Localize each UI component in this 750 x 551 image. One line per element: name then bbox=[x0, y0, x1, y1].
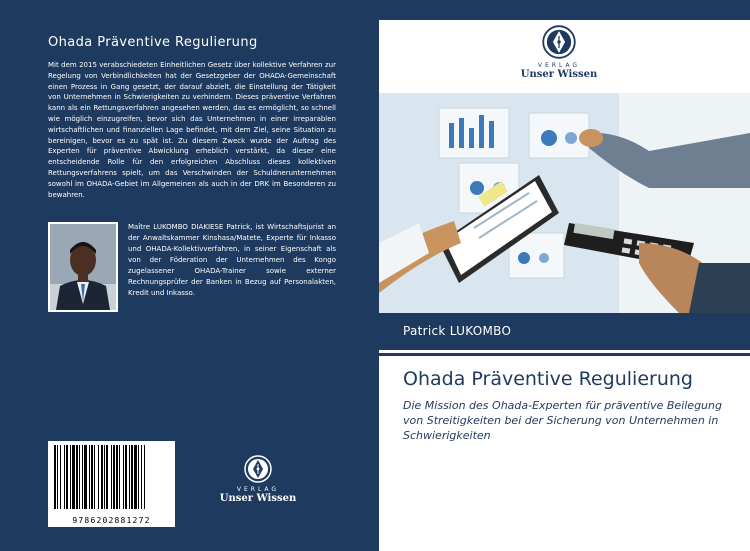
barcode-bar bbox=[60, 445, 61, 509]
barcode-bar bbox=[138, 445, 139, 509]
publisher-name: Unser Wissen bbox=[520, 69, 598, 80]
barcode-bar bbox=[144, 445, 145, 509]
author-portrait bbox=[48, 222, 118, 312]
front-cover bbox=[379, 0, 750, 551]
front-title: Ohada Präventive Regulierung bbox=[403, 368, 693, 390]
publisher-verlag-label: VERLAG bbox=[236, 486, 280, 493]
barcode-bar bbox=[123, 445, 124, 509]
barcode bbox=[48, 441, 175, 527]
barcode-bar bbox=[106, 445, 108, 509]
barcode-bar bbox=[89, 445, 90, 509]
author-bio: Maître LUKOMBO DIAKIESE Patrick, ist Wirtschaftsjurist an der Anwaltskammer Kinshasa/Matete, Experte für Inkasso und OHADA-Kollektivverfahren, in seiner Eigenschaft als von der Föderation der Unternehmen des Kongo zugelassener OHADA-Trainer sowie externer Rechnungsprüfer der Banken in Bezug auf Personalakten, Kredit und Inkasso. bbox=[128, 223, 336, 297]
barcode-bar bbox=[64, 445, 65, 509]
business-photo-icon bbox=[379, 93, 750, 313]
barcode-bar bbox=[98, 445, 99, 509]
barcode-number: 9786202881272 bbox=[72, 516, 151, 525]
publisher-name: Unser Wissen bbox=[219, 493, 297, 504]
barcode-bar bbox=[72, 445, 75, 509]
barcode-bar bbox=[84, 445, 87, 509]
author-bar bbox=[379, 313, 750, 350]
divider-line bbox=[379, 353, 750, 356]
barcode-bar bbox=[66, 445, 68, 509]
spine bbox=[371, 0, 379, 551]
barcode-bar bbox=[134, 445, 137, 509]
barcode-bar bbox=[119, 445, 120, 509]
barcode-bar bbox=[70, 445, 71, 509]
barcode-bar bbox=[131, 445, 133, 509]
front-author-name: Patrick LUKOMBO bbox=[403, 324, 512, 338]
barcode-bar bbox=[141, 445, 142, 509]
barcode-bar bbox=[111, 445, 112, 509]
barcode-bar bbox=[76, 445, 78, 509]
barcode-bar bbox=[82, 445, 83, 509]
business-photo bbox=[379, 93, 750, 313]
barcode-bar bbox=[79, 445, 80, 509]
barcode-bar bbox=[104, 445, 105, 509]
barcode-bar bbox=[125, 445, 127, 509]
publisher-logo-front bbox=[499, 25, 619, 80]
front-subtitle: Die Mission des Ohada-Experten für präventive Beilegung von Streitigkeiten bei der Sicherung von Unternehmen in Schwierigkeiten bbox=[403, 399, 722, 442]
publisher-logo-back bbox=[208, 455, 308, 504]
barcode-bar bbox=[113, 445, 115, 509]
back-cover-title: Ohada Präventive Regulierung bbox=[48, 35, 258, 50]
front-top-band bbox=[379, 0, 750, 20]
publisher-verlag-label: VERLAG bbox=[537, 62, 581, 69]
back-cover-description: Mit dem 2015 verabschiedeten Einheitlichen Gesetz über kollektive Verfahren zur Regelung von Verbindlichkeiten hat der Gesetzgeber der OHADA-Gemeinschaft einen Prozess in Gang gesetzt, der darauf abzielt, die Einstellung der Tätigkeit von Unternehmen in Schwierigkeiten zu verhindern. Dieses präventive Verfahren kann als ein Rettungsverfahren angesehen werden, das es ermöglicht, so schnell wie möglich einzugreifen, bevor sich das Unternehmen in einer irreparablen wirtschaftlichen und finanziellen Lage befindet, mit dem Ziel, seine Situation zu bereinigen, bevor es zu spät ist. Zu diesem Zweck wurde der Auftrag des Experten für präventive Abwicklung erheblich verstärkt, da dieser eine entscheidende Rolle für den erfolgreichen Abschluss dieses kollektiven Rettungsverfahrens spielt, um das Verschwinden der Schuldnerunternehmen sowohl im OHADA-Gebiet im Allgemeinen als auch in der DRK im Besonderen zu bewahren. bbox=[48, 61, 336, 199]
barcode-bar bbox=[129, 445, 130, 509]
fountain-pen-nib-icon bbox=[244, 455, 272, 483]
barcode-bar bbox=[91, 445, 93, 509]
barcode-bar bbox=[57, 445, 58, 509]
barcode-bar bbox=[54, 445, 56, 509]
barcode-bar bbox=[94, 445, 95, 509]
barcode-bar bbox=[101, 445, 103, 509]
fountain-pen-nib-icon bbox=[542, 25, 576, 59]
barcode-icon bbox=[48, 441, 175, 513]
barcode-bar bbox=[116, 445, 118, 509]
author-portrait-icon bbox=[50, 224, 116, 310]
back-cover bbox=[0, 0, 371, 551]
